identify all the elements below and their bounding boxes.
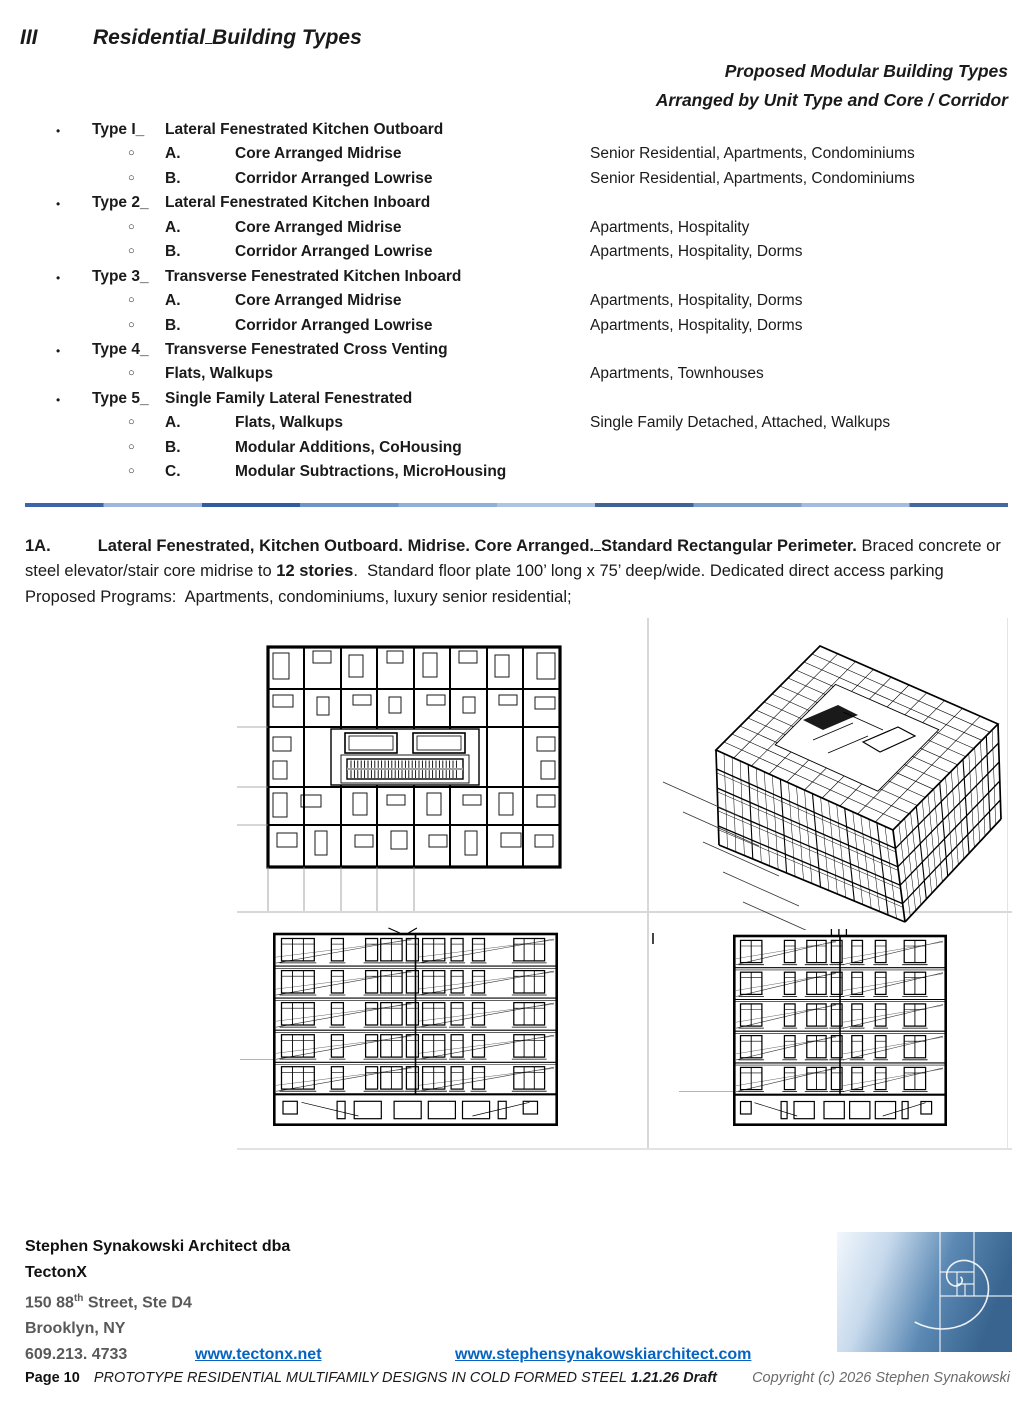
underlined-space <box>205 41 212 44</box>
circle-bullet-icon: ○ <box>128 147 135 160</box>
subtitle-line1: Proposed Modular Building Types <box>724 61 1008 81</box>
tectonx-link[interactable]: www.tectonx.net <box>195 1346 322 1364</box>
list-item <box>0 145 1017 169</box>
floor-plan-drawing <box>237 645 567 915</box>
item-program: Senior Residential, Apartments, Condominiums <box>590 169 915 187</box>
item-name: Core Arranged Midrise <box>235 218 402 236</box>
elevation-b-drawing <box>733 928 947 1126</box>
section-number: III <box>20 26 38 49</box>
address-ordinal: th <box>73 1293 84 1304</box>
paragraph-body1: Braced concrete or steel elevator/stair core midrise to <box>25 537 1006 581</box>
circle-bullet-icon: ○ <box>128 171 135 184</box>
paragraph-bold-stories: 12 stories <box>276 562 354 581</box>
circle-bullet-icon: ○ <box>128 245 135 258</box>
list-item <box>0 365 1017 389</box>
item-program: Apartments, Townhouses <box>590 365 764 383</box>
address-street: Street, Ste D4 <box>83 1294 192 1312</box>
list-item <box>0 390 1017 414</box>
paragraph-number: 1A. <box>25 537 51 555</box>
circle-bullet-icon: ○ <box>128 220 135 233</box>
list-item <box>0 317 1017 341</box>
circle-bullet-icon: ○ <box>128 465 135 478</box>
ground-line-a <box>240 1059 273 1060</box>
paragraph-heading2: Standard Rectangular Perimeter. <box>601 537 857 555</box>
address-line2: Brooklyn, NY <box>25 1320 126 1338</box>
type-label: Type 2_ <box>92 194 149 212</box>
item-name: Corridor Arranged Lowrise <box>235 243 433 261</box>
ground-line-b <box>679 1091 733 1092</box>
item-program: Apartments, Hospitality, Dorms <box>590 243 803 261</box>
item-program: Apartments, Hospitality, Dorms <box>590 292 803 310</box>
item-letter: B. <box>165 169 181 187</box>
circle-bullet-icon: ○ <box>128 367 135 380</box>
section-divider-line <box>25 503 1008 507</box>
bullet-icon: • <box>56 197 61 212</box>
type-label: Type 5_ <box>92 389 149 407</box>
item-program: Apartments, Hospitality <box>590 218 750 236</box>
tectonx-golden-spiral-logo <box>837 1232 1012 1352</box>
footer-block <box>25 1234 752 1368</box>
item-name: Core Arranged Midrise <box>235 145 402 163</box>
subtitle-line2: Arranged by Unit Type and Core / Corridor <box>655 90 1008 110</box>
address-number: 150 88 <box>25 1294 74 1312</box>
building-type-list <box>0 121 1017 488</box>
list-item <box>0 243 1017 267</box>
paragraph-body2: . Standard floor plate 100’ long x 75’ deep/wide. Dedicated direct access parking Proposed Programs: Apartments, condominiums, luxury senior residential; <box>25 562 949 606</box>
circle-bullet-icon: ○ <box>128 416 135 429</box>
bullet-icon: • <box>56 270 61 285</box>
doc-version: 1.21.26 <box>630 1370 680 1386</box>
type-label: Type I_ <box>92 121 145 138</box>
item-program: Senior Residential, Apartments, Condominiums <box>590 145 915 163</box>
type-label: Type 3_ <box>92 267 149 285</box>
item-letter: A. <box>165 218 181 236</box>
doc-status: Draft <box>679 1370 717 1386</box>
page-title <box>93 26 362 50</box>
bullet-icon: • <box>56 392 61 407</box>
item-letter: C. <box>165 463 181 481</box>
item-name: Corridor Arranged Lowrise <box>235 169 433 187</box>
underlined-space <box>594 548 601 551</box>
list-item <box>0 439 1017 463</box>
cursor-tick-mark <box>652 933 654 944</box>
item-name: Flats, Walkups <box>165 365 273 383</box>
contact-row <box>25 1342 752 1368</box>
doc-title: PROTOTYPE RESIDENTIAL MULTIFAMILY DESIGNS IN COLD FORMED STEEL <box>93 1370 631 1386</box>
type-name: Lateral Fenestrated Kitchen Inboard <box>165 194 431 212</box>
bullet-icon: • <box>56 124 61 138</box>
circle-bullet-icon: ○ <box>128 440 135 453</box>
phone-number: 609.213. 4733 <box>25 1346 128 1364</box>
subtitle <box>656 57 1008 115</box>
item-name: Core Arranged Midrise <box>235 292 402 310</box>
list-item <box>0 170 1017 194</box>
list-item <box>0 121 1017 145</box>
page-footer-bar <box>25 1370 1010 1386</box>
copyright-text: Copyright (c) 2026 Stephen Synakowski <box>752 1370 1010 1386</box>
bullet-icon: • <box>56 343 61 358</box>
address-line1 <box>25 1286 290 1316</box>
elevation-a-drawing <box>273 926 558 1126</box>
firm-name-line2: TectonX <box>25 1264 87 1281</box>
item-letter: A. <box>165 292 181 310</box>
item-letter: B. <box>165 316 181 334</box>
type-name: Transverse Fenestrated Kitchen Inboard <box>165 267 462 285</box>
architect-site-link[interactable]: www.stephensynakowskiarchitect.com <box>455 1346 752 1364</box>
axonometric-drawing <box>653 620 1009 930</box>
list-item <box>0 463 1017 487</box>
item-letter: B. <box>165 438 181 456</box>
type-label: Type 4_ <box>92 340 149 358</box>
item-name: Modular Additions, CoHousing <box>235 438 462 456</box>
item-letter: B. <box>165 243 181 261</box>
item-program: Single Family Detached, Attached, Walkups <box>590 414 891 432</box>
type-name: Transverse Fenestrated Cross Venting <box>165 340 448 358</box>
list-item <box>0 219 1017 243</box>
list-item <box>0 194 1017 218</box>
item-name: Flats, Walkups <box>235 414 343 432</box>
list-item <box>0 292 1017 316</box>
paragraph-heading1: Lateral Fenestrated, Kitchen Outboard. Midrise. Core Arranged. <box>97 537 595 555</box>
type-name: Single Family Lateral Fenestrated <box>165 389 413 407</box>
page-number: Page 10 <box>25 1370 80 1386</box>
panel-divider-vertical <box>647 618 649 1150</box>
item-letter: A. <box>165 145 181 163</box>
item-program: Apartments, Hospitality, Dorms <box>590 316 803 334</box>
item-letter: A. <box>165 414 181 432</box>
item-name: Modular Subtractions, MicroHousing <box>235 463 507 481</box>
page-title-part1: Residential <box>93 26 206 49</box>
list-item <box>0 268 1017 292</box>
page-title-part2: Building Types <box>212 26 362 49</box>
list-item <box>0 414 1017 438</box>
list-item <box>0 341 1017 365</box>
circle-bullet-icon: ○ <box>128 318 135 331</box>
paragraph-1a <box>25 534 1015 610</box>
circle-bullet-icon: ○ <box>128 294 135 307</box>
item-name: Corridor Arranged Lowrise <box>235 316 433 334</box>
panel-border-bottom <box>237 1148 1012 1150</box>
type-name: Lateral Fenestrated Kitchen Outboard <box>165 121 444 138</box>
firm-name-line1: Stephen Synakowski Architect dba <box>25 1238 291 1255</box>
